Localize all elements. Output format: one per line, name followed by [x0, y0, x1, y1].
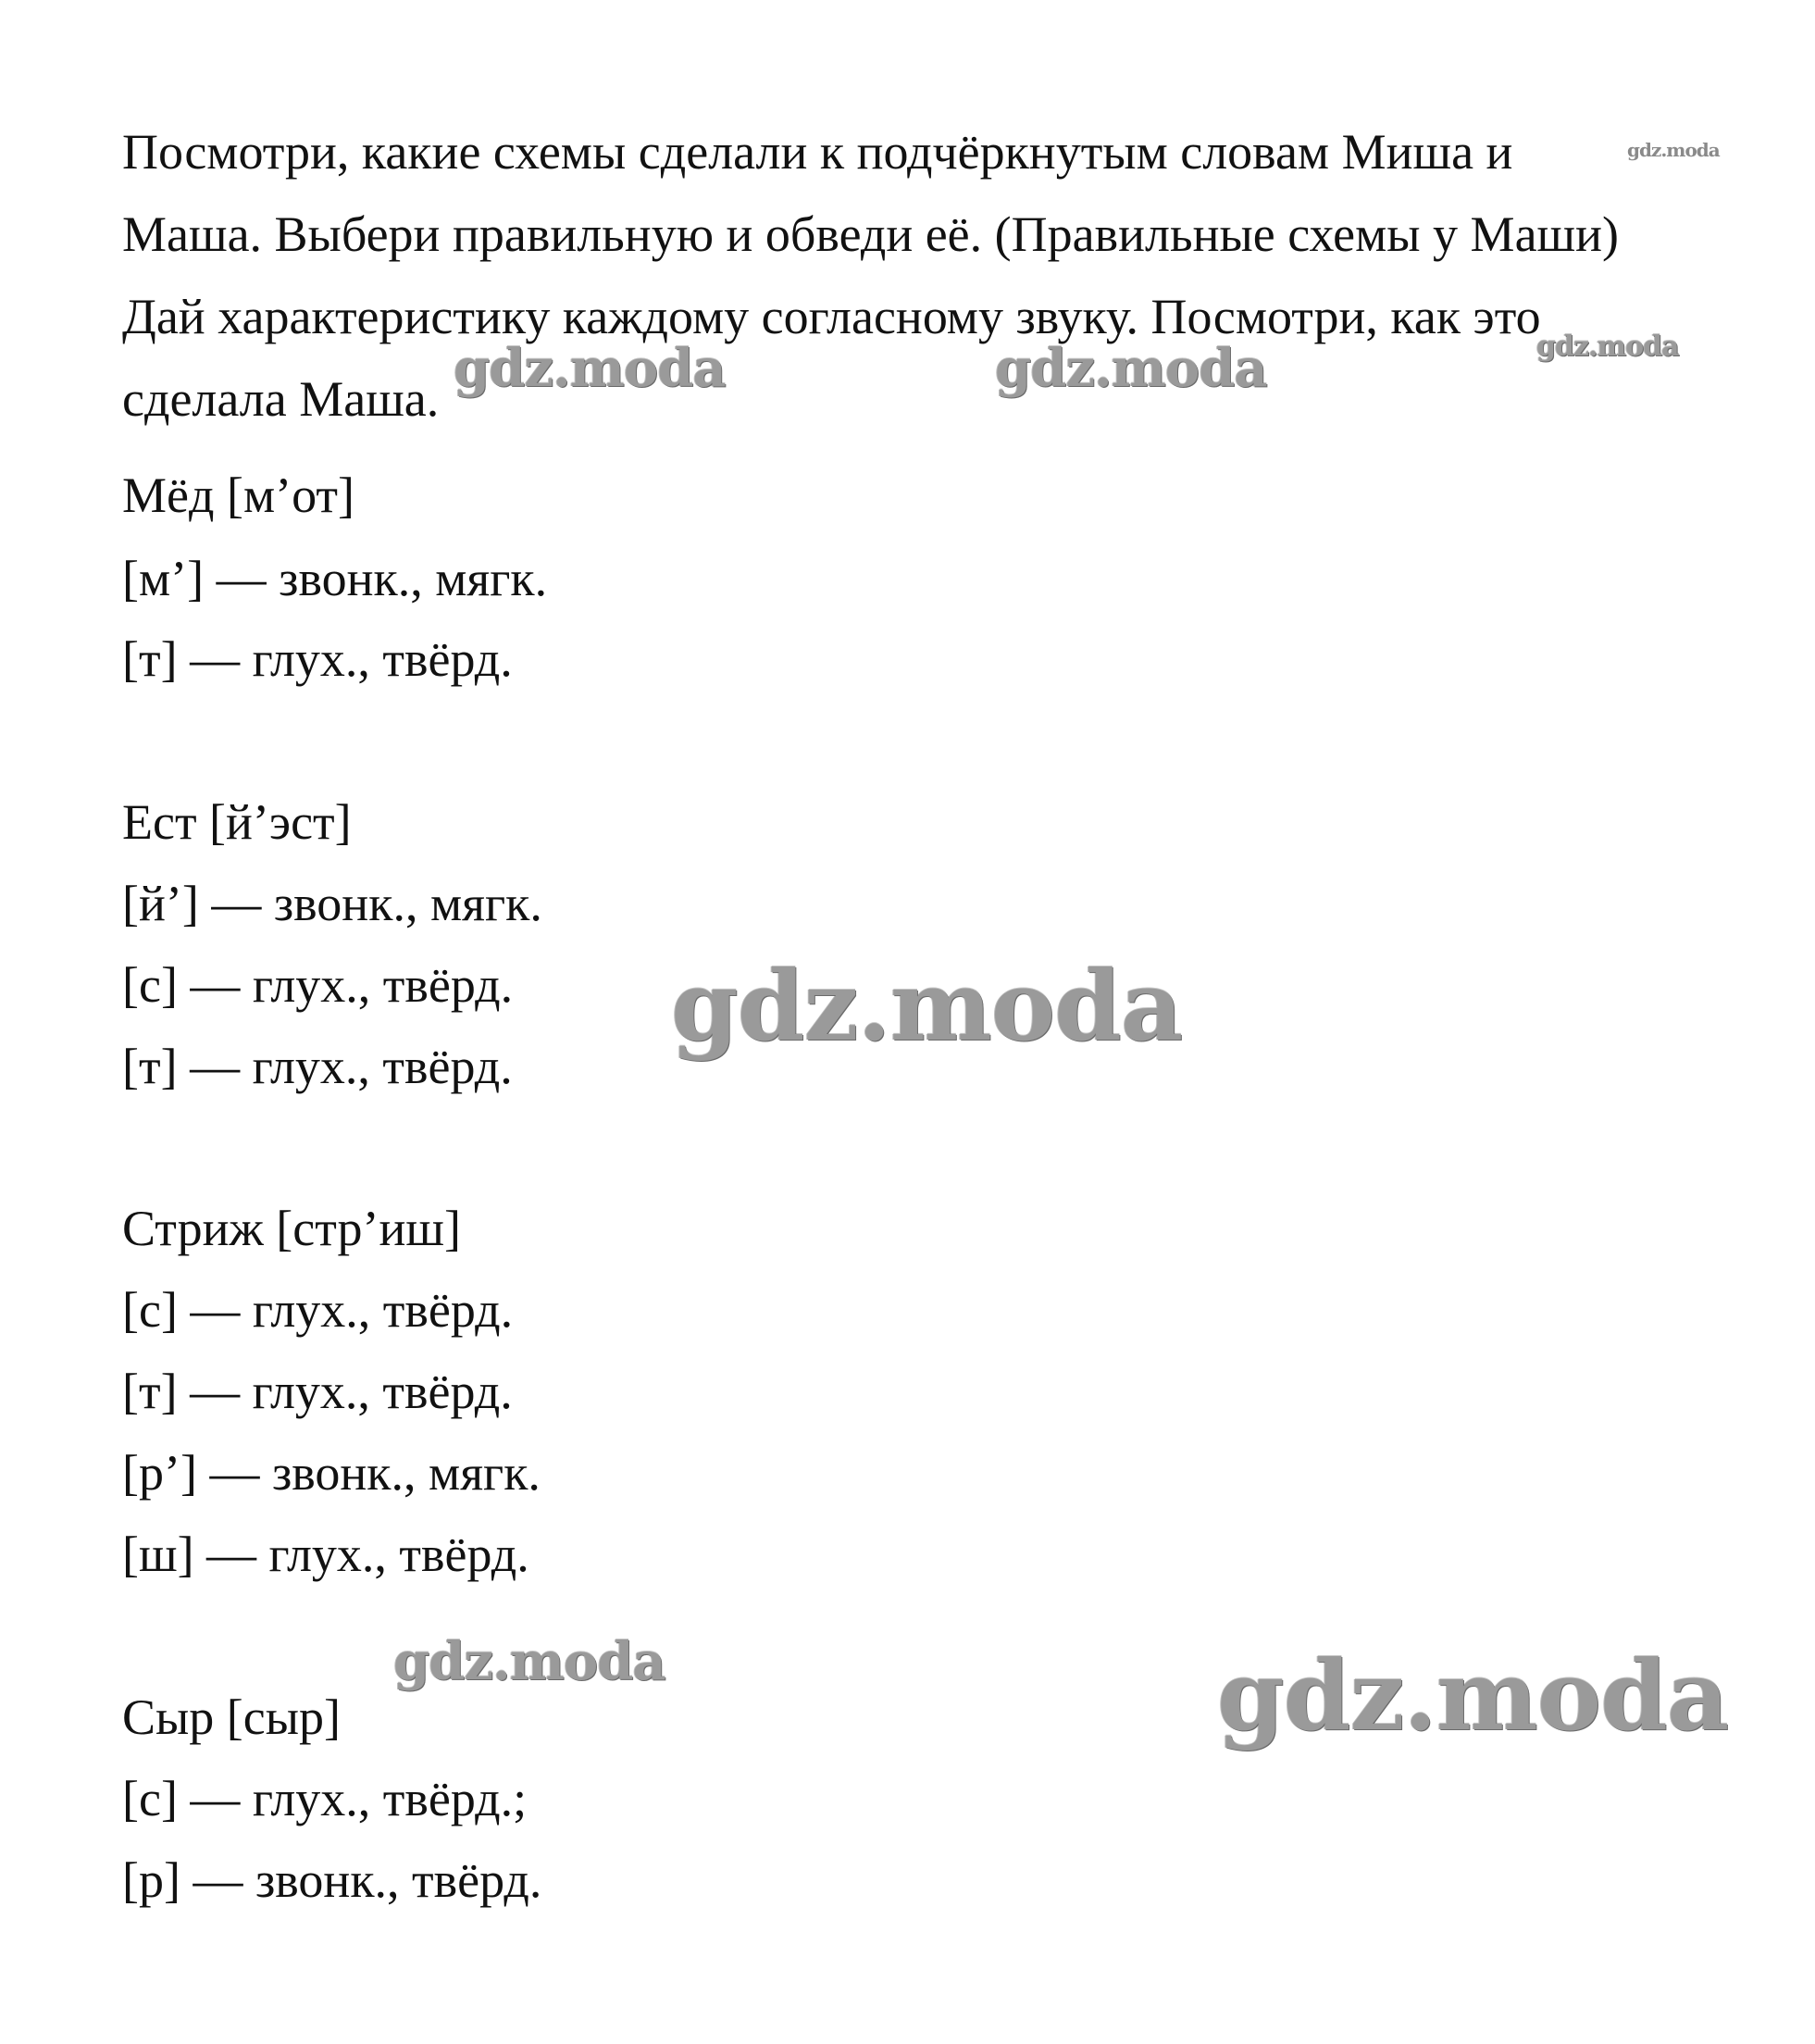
sound-line: [ш] — глух., твёрд.: [122, 1527, 529, 1582]
word-heading-est: Ест [й’эст]: [122, 794, 352, 850]
sound-line: [с] — глух., твёрд.: [122, 957, 514, 1013]
sound-line: [т] — глух., твёрд.: [122, 1364, 513, 1419]
word-heading-med: Мёд [м’от]: [122, 467, 354, 523]
sound-line: [р] — звонк., твёрд.: [122, 1852, 542, 1908]
instruction-line-3: Дай характеристику каждому согласному звуку. Посмотри, как это: [122, 289, 1541, 344]
word-heading-syr: Сыр [сыр]: [122, 1689, 342, 1745]
sound-line: [с] — глух., твёрд.;: [122, 1771, 528, 1826]
task-instructions: [122, 111, 1770, 441]
sound-line: [й’] — звонк., мягк.: [122, 876, 542, 931]
sound-line: [с] — глух., твёрд.: [122, 1282, 514, 1338]
watermark: gdz.moda: [1627, 139, 1720, 161]
watermark: gdz.moda: [1536, 330, 1679, 363]
instruction-line-1: Посмотри, какие схемы сделали к подчёркнутым словам Миша и: [122, 124, 1513, 180]
word-heading-strizh: Стриж [стр’иш]: [122, 1201, 461, 1256]
watermark: gdz.moda: [671, 949, 1183, 1063]
sound-line: [т] — глух., твёрд.: [122, 631, 513, 687]
watermark: gdz.moda: [995, 338, 1267, 399]
watermark: gdz.moda: [393, 1631, 665, 1692]
sound-line: [т] — глух., твёрд.: [122, 1039, 513, 1094]
instruction-line-4: сделала Маша.: [122, 371, 440, 427]
instruction-line-2: Маша. Выбери правильную и обведи её. (Правильные схемы у Маши): [122, 206, 1619, 262]
sound-line: [р’] — звонк., мягк.: [122, 1445, 541, 1501]
watermark: gdz.moda: [1217, 1639, 1729, 1752]
watermark: gdz.moda: [454, 338, 726, 399]
sound-line: [м’] — звонк., мягк.: [122, 551, 548, 606]
